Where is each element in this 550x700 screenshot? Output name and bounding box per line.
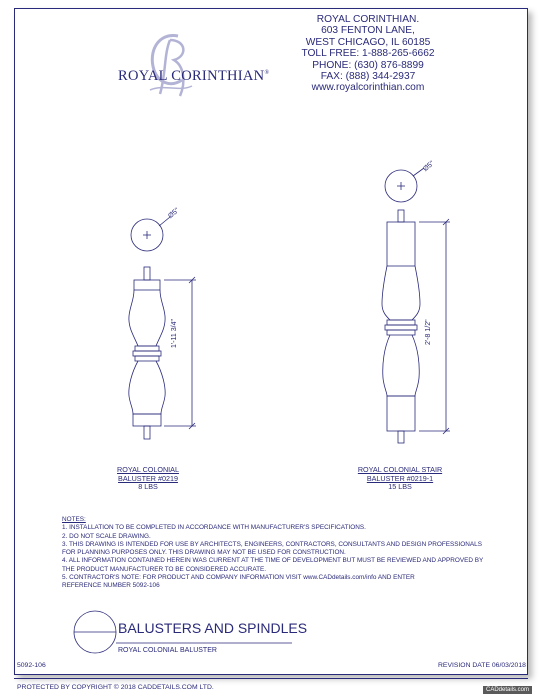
- caddetails-watermark[interactable]: CADdetails.com: [483, 686, 532, 694]
- left-top-view: [131, 217, 170, 251]
- notes-heading: NOTES:: [62, 516, 86, 523]
- drawing-reference: 5092-106: [17, 662, 46, 669]
- note-item: 1. INSTALLATION TO BE COMPLETED IN ACCORDANCE WITH MANUFACTURER'S SPECIFICATIONS.: [62, 524, 366, 532]
- left-caption-weight: 8 LBS: [138, 482, 158, 492]
- copyright-text: PROTECTED BY COPYRIGHT © 2018 CADDETAILS.COM LTD.: [17, 684, 214, 691]
- left-baluster-elevation: [129, 267, 196, 439]
- revision-date: REVISION DATE 06/03/2018: [438, 662, 526, 669]
- company-toll-free: TOLL FREE: 1-888-265-6662: [301, 48, 435, 60]
- right-caption: [355, 466, 445, 492]
- company-address: 603 FENTON LANE,: [321, 25, 415, 37]
- general-notes: [62, 516, 483, 591]
- note-item: REFERENCE NUMBER 5092-106: [62, 582, 160, 590]
- right-top-view: [385, 168, 424, 202]
- right-caption-weight: 15 LBS: [388, 482, 412, 492]
- note-item: 4. ALL INFORMATION CONTAINED HEREIN WAS CURRENT AT THE TIME OF DEVELOPMENT BUT MUST BE REVIEWED AND APPROVED BY: [62, 557, 484, 565]
- note-item: THE PRODUCT MANUFACTURER TO BE CONSIDERED ACCURATE.: [62, 565, 267, 573]
- note-item: 3. THIS DRAWING IS INTENDED FOR USE BY ARCHITECTS, ENGINEERS, CONTRACTORS, CONSULTANTS AND DESIGN PROFESSIONALS: [62, 540, 482, 548]
- note-item: FOR PLANNING PURPOSES ONLY. THIS DRAWING MAY NOT BE USED FOR CONSTRUCTION.: [62, 549, 346, 557]
- company-phone: PHONE: (630) 876-8899: [312, 59, 424, 71]
- left-caption: [108, 466, 188, 492]
- drawing-title: BALUSTERS AND SPINDLES: [118, 620, 308, 636]
- company-name: ROYAL CORINTHIAN.: [316, 14, 420, 25]
- right-caption-model: BALUSTER #0219-1: [366, 473, 434, 483]
- right-height-label: 2'-8 1/2": [425, 319, 432, 345]
- footer-divider: [14, 678, 528, 679]
- right-diameter-label: Ø5": [422, 160, 436, 173]
- right-caption-name: ROYAL COLONIAL STAIR: [357, 465, 443, 474]
- note-item: 2. DO NOT SCALE DRAWING.: [62, 532, 151, 540]
- left-height-label: 1'-11 3/4": [171, 319, 178, 348]
- left-diameter-label: Ø5": [167, 207, 181, 220]
- right-baluster-elevation: [382, 210, 450, 443]
- company-fax: FAX: (888) 344-2937: [320, 71, 416, 83]
- drawing-subtitle: ROYAL COLONIAL BALUSTER: [118, 647, 217, 654]
- left-caption-name: ROYAL COLONIAL: [117, 465, 179, 474]
- left-caption-model: BALUSTER #0219: [118, 473, 178, 483]
- logo-wordmark: ROYAL CORINTHIAN®: [118, 68, 270, 84]
- company-website[interactable]: www.royalcorinthian.com: [311, 82, 425, 94]
- note-item[interactable]: 5. CONTRACTOR'S NOTE: FOR PRODUCT AND COMPANY INFORMATION VISIT www.CADdetails.com/info AND ENTER: [62, 574, 415, 582]
- company-city: WEST CHICAGO, IL 60185: [305, 36, 431, 48]
